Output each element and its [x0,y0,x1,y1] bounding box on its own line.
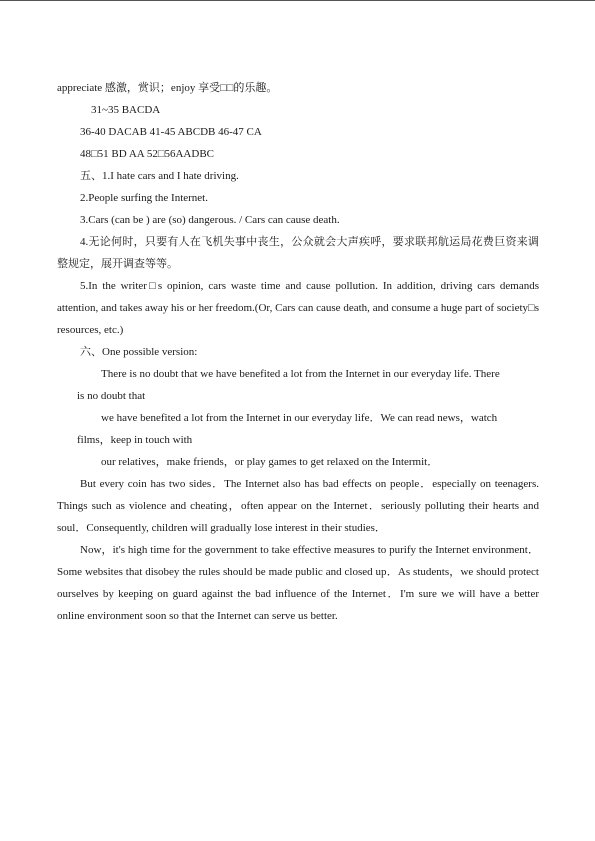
essay-line-3a: our relatives，make friends，or play games to get relaxed on the Intermit． [101,456,439,468]
section-five-item-2: 2.People surfing the Internet. [80,192,208,204]
page-top-border [0,0,595,1]
essay-line-1b: is no doubt that [77,390,146,402]
answers-31-35: 31~35 BACDA [91,104,161,116]
answers-48-56: 48□51 BD AA 52□56AADBC [80,148,214,160]
essay-paragraph-3: Now，it's high time for the government to take effective measures to purify the Internet environment．Some websites that disobey the rules should be made public and closed up．As students，we should protect ourselves by keeping on guard against the bad influence of the Internet．I'm sure we will have a better online environment soon so that the Internet can serve us better. [57,544,539,622]
section-five-item-5: 5.In the writer□s opinion, cars waste time and cause pollution. In addition, driving cars demands attention, and takes away his or her freedom.(Or, Cars can cause death, and consume a huge part of society□s resources, etc.) [57,280,539,336]
vocab-note: appreciate 感激，赏识；enjoy 享受□□的乐趣。 [57,82,278,94]
section-five-item-4: 4.无论何时，只要有人在飞机失事中丧生，公众就会大声疾呼，要求联邦航运局花费巨资来调整规定，展开调查等等。 [57,236,539,270]
essay-line-2a: we have benefited a lot from the Internet in our everyday life．We can read news，watch [101,412,498,424]
answers-36-47: 36-40 DACAB 41-45 ABCDB 46-47 CA [80,126,262,138]
section-five-item-1: 五、1.I hate cars and I hate driving. [80,170,239,182]
answer-document [57,77,539,627]
section-five-item-3: 3.Cars (can be ) are (so) dangerous. / Cars can cause death. [80,214,340,226]
essay-line-1a: There is no doubt that we have benefited a lot from the Internet in our everyday life. There [101,368,500,380]
essay-paragraph-2: But every coin has two sides．The Internet also has bad effects on people．especially on teenagers. Things such as violence and cheating，often appear on the Internet．seriously polluting their hearts and soul．Consequently, children will gradually lose interest in their studies． [57,478,539,534]
section-six-heading: 六、One possible version: [80,346,198,358]
essay-line-2b: films，keep in touch with [77,434,193,446]
